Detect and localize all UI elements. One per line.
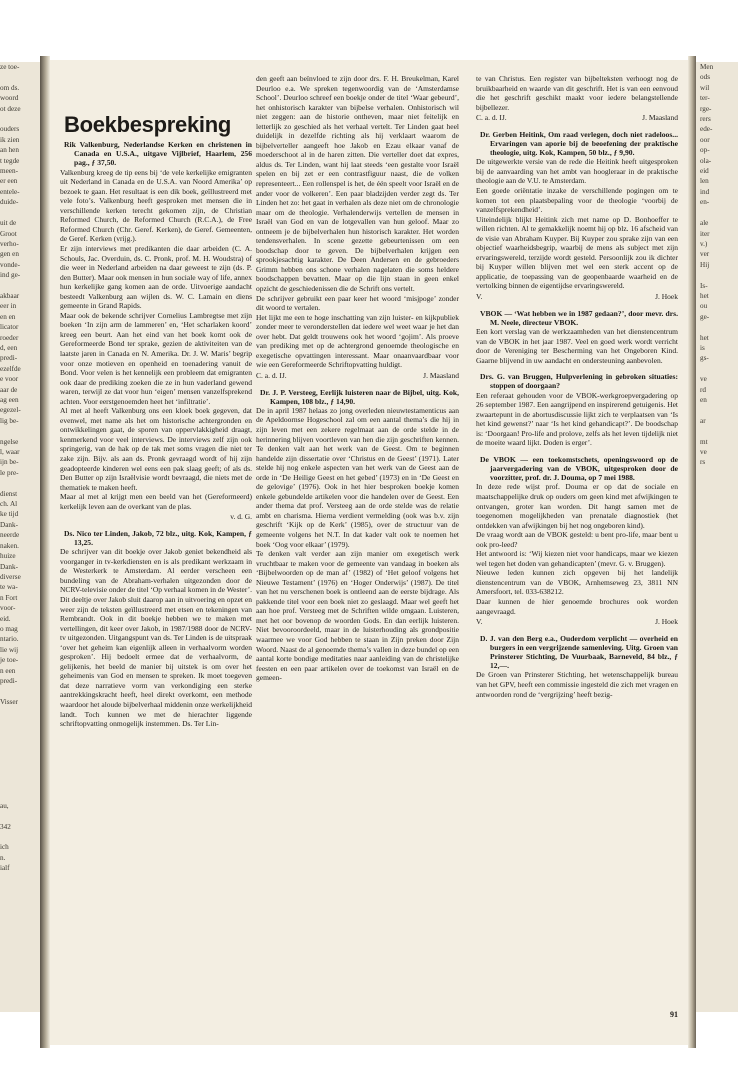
previous-page-text-fragment: Visser <box>0 697 18 706</box>
review-valkenburg <box>60 140 252 522</box>
previous-page-text-fragment <box>0 780 40 790</box>
previous-page-text-fragment: egezel- <box>0 406 21 415</box>
binding-shadow-right <box>688 56 696 1048</box>
previous-page-text-fragment: Dank- <box>0 520 18 529</box>
previous-page-text-fragment <box>0 707 40 717</box>
signature-right: J. Maasland <box>642 113 678 123</box>
previous-page-text-fragment: entele- <box>0 187 20 196</box>
previous-page-text-fragment: Dank- <box>0 562 18 571</box>
previous-page-edge <box>0 62 40 1012</box>
column-3 <box>476 74 678 699</box>
review-ter-linden <box>60 529 252 729</box>
review-paragraph: Daar kunnen de hier genoemde brochures ook worden aangevraagd. <box>476 597 678 616</box>
review-paragraph: Al met al heeft Valkenburg ons een kloek boek gegeven, dat evenwel, met name als het om historische achtergronden en ontwikkelingen gaat, de sporen van oppervlakkigheid draagt, kenmerkend voor veel interviews. De interviews zelf zijn ook springerig, van de hak op de tak met soms vragen die niet ter zake zijn. Bijv. als aan ds. Pronk gevraagd wordt of hij zijn geadopteerde kinderen wel eens een pak slaag geeft; of als ds. Den Butter op zijn Israëlvisie wordt bevraagd, die niets met de thematiek te maken heeft. <box>60 406 252 492</box>
review-header: Ds. Nico ter Linden, Jakob, 72 blz., uitg. Kok, Kampen, ƒ 13,25. <box>64 528 252 548</box>
next-page-text-fragment: rers <box>700 115 711 124</box>
previous-page-text-fragment <box>0 478 40 488</box>
next-page-text-fragment: ede- <box>700 125 713 134</box>
previous-page-text-fragment: duide- <box>0 198 19 207</box>
previous-page-text-fragment: neerde <box>0 531 20 540</box>
review-vbok-toekomst <box>476 455 678 627</box>
review-paragraph: Een goede oriëntatie inzake de verschillende pogingen om te komen tot een plaatsbepaling voor de theologie ‘voorbij de vanzelfsprekendheid’. <box>476 185 678 215</box>
previous-page-text-fragment: licator <box>0 323 19 332</box>
next-page-text-fragment: ale <box>700 219 709 228</box>
review-header: Dr. Gerben Heitink, Om raad verlegen, doch niet radeloos... Ervaringen van aporie bij de beoefening der praktische theologie, uitg. Kok, Kampen, 50 blz., ƒ 9,90. <box>480 129 678 158</box>
previous-page-text-fragment: eer in <box>0 302 17 311</box>
review-versteeg <box>256 388 459 683</box>
review-paragraph: Nieuwe leden kunnen zich opgeven bij het landelijk dienstencentrum van de VBOK, Arnhemseweg 23, 3811 NN Amersfoort, tel. 033-638212. <box>476 568 678 597</box>
next-page-text-fragment: v.) <box>700 239 708 248</box>
next-page-text-fragment: op- <box>700 146 710 155</box>
previous-page-text-fragment: ich <box>0 843 9 852</box>
next-page-text-fragment: ve <box>700 375 707 384</box>
previous-page-text-fragment: woord <box>0 94 19 103</box>
review-paragraph: Een kort verslag van de werkzaamheden van het dienstencentrum van de VBOK in het jaar 1987. Veel en goed werk wordt verricht door de Vereniging ter Bescherming van het Ongeboren Kind. Gaarne blijvend in uw aandacht en ondersteuning aanbevolen. <box>476 326 678 365</box>
next-page-text-fragment: iter <box>700 229 710 238</box>
previous-page-text-fragment: predi- <box>0 354 18 363</box>
previous-page-text-fragment: t tegde <box>0 156 20 165</box>
previous-page-text-fragment: Groot <box>0 229 17 238</box>
previous-page-text-fragment: vonde- <box>0 260 20 269</box>
previous-page-text-fragment <box>0 759 40 769</box>
next-page-text-fragment: en <box>700 396 707 404</box>
previous-page-text-fragment: voor- <box>0 604 16 613</box>
previous-page-text-fragment <box>0 738 40 748</box>
next-page-text-fragment: oor <box>700 135 710 144</box>
previous-page-text-fragment: akbaar <box>0 291 20 300</box>
previous-page-text-fragment: om ds. <box>0 83 20 92</box>
previous-page-text-fragment: n. <box>0 853 6 862</box>
previous-page-text-fragment: n Fort <box>0 593 18 602</box>
review-heitink <box>476 130 678 302</box>
next-page-text-fragment: het <box>700 333 709 342</box>
review-header: VBOK — ‘Wat hebben we in 1987 gedaan?’, door mevr. drs. M. Neele, directeur VBOK. <box>480 308 678 327</box>
previous-page-text-fragment: l, waar <box>0 448 20 457</box>
review-header: Dr. J. P. Versteeg, Eerlijk luisteren naar de Bijbel, uitg. Kok, Kampen, 108 blz., ƒ 14,90. <box>260 387 459 406</box>
previous-page-text-fragment: eid. <box>0 614 11 623</box>
previous-page-text-fragment: n een <box>0 666 16 675</box>
column-1 <box>60 74 252 729</box>
review-paragraph: In deze rede wijst prof. Douma er op dat de sociale en maatschappelijke druk op ouders om geen kind met afwijkingen te ontvangen, groter kan worden. Dit hangt samen met de toegenomen mogelijkheden van prenatale diagnostiek (het ontdekken van afwijkingen bij het nog ongeboren kind). <box>476 482 678 530</box>
review-header: D. J. van den Berg e.a., Ouderdom verplicht — overheid en burgers in een vergrijzende samenleving. Uitg. Groen van Prinsterer Stichting, De Vuurbaak, Barneveld, 84 blz., ƒ 12,—. <box>480 633 678 671</box>
signature <box>476 113 678 123</box>
previous-page-text-fragment: aar de <box>0 385 18 394</box>
next-page-text-fragment: len <box>700 177 709 186</box>
review-vbok-1987 <box>476 309 678 366</box>
previous-page-text-fragment: e voor <box>0 375 19 384</box>
review-van-den-berg <box>476 634 678 699</box>
next-page-text-fragment: Is- <box>700 281 708 290</box>
previous-page-text-fragment: ind ge- <box>0 271 21 280</box>
column-2 <box>256 74 459 683</box>
previous-page-text-fragment <box>0 718 40 728</box>
previous-page-text-fragment: ag een <box>0 396 19 404</box>
review-paragraph: De schrijver van dit boekje over Jakob geniet bekendheid als voorganger in tv-kerkdiensten en is als predikant werkzaam in de Westerkerk te Amsterdam. Al eerder verscheen een bundeling van de Abraham-verhalen uitgezonden door de NCRV-televisie onder de titel ‘Op verhaal komen in de Wester’. Dit deeltje over Jakob sluit daarop aan in uitvoering en opzet en weer zijn de teksten geïllustreerd met etsen en tekeningen van Rembrandt. Ook in dit boekje hebben we te maken met vertellingen, dit keer over Jakob, in 1987/1988 door de NCRV-tv uitgezonden. Uitgangspunt van ds. Ter Linden is de uitspraak ‘over het geheim kan eigenlijk alleen in verhaalvorm worden gesproken’. Hij bedoelt ermee dat de verhaalvorm, de gelijkenis, het beeld de manier bij uitstek is om over het geheimenis van God en mensen te spreken. Ik moet toegeven dat deze narratieve vorm van verkondiging een sterke aantrekkingskracht heeft, heel direkt overkomt, een methode waardoor het aloude bijbelverhaal middenin onze werkelijkheid landt. Toch kunnen we met de hierachter liggende schriftopvatting onmogelijk instemmen. Ds. Ter Lin- <box>60 547 252 729</box>
previous-page-text-fragment <box>0 770 40 780</box>
review-paragraph: De uitgewerkte versie van de rede die Heitink heeft uitgesproken bij de aanvaarding van het ambt van hoogleraar in de praktische theologie aan de V.U. te Amsterdam. <box>476 157 678 186</box>
previous-page-text-fragment: ialf <box>0 864 10 873</box>
next-page-text-fragment: wil <box>700 83 710 92</box>
previous-page-text-fragment: te wa- <box>0 583 18 592</box>
previous-page-text-fragment: an hen <box>0 146 19 155</box>
review-paragraph: Uiteindelijk blijkt Heitink zich met name op D. Bonhoeffer te willen richten. Al te gemakkelijk noemt hij op blz. 16 afscheid van de visie van Abraham Kuyper. Bij Kuyper zou sprake zijn van een objectief waarheidsbegrip, waarbij de mens als subject met zijn ervaringswereld, terzijde wordt gesteld. Persoonlijk zou ik dichter bij Kuyper willen blijven met wel een sterk accent op de applicatie, de toepassing van de geopenbaarde waarheid en de vertolking binnen de eigentijdse ervaringswereld. <box>476 214 678 291</box>
review-paragraph: Maar ook de bekende schrijver Cornelius Lambregtse met zijn boeken ‘In zijn arm de lammeren’ en, ‘Het scharlaken koord’ kreeg een beurt. Aan het eind van het boek komt ook de Gereformeerde Bond ter sprake, gezien de aktiviteiten van de laatste jaren in Canada en N. Amerika. Dr. J. W. Maris’ begrip voor onze motieven en openheid en toenadering vanuit de Bond. Voor velen is het kennelijk een probleem dat emigranten ook daar de prediking zoeken die ze in hun vaderland gewend waren, terwijl ze dat voor hun ‘eigen’ mensen vanzelfsprekend achten. Voor eerstgenoemden heet het ‘infiltratie’. <box>60 310 252 406</box>
section-heading: Boekbespreking <box>64 112 231 137</box>
previous-page-text-fragment: au, <box>0 801 9 810</box>
next-page-text-fragment: ter- <box>700 94 710 103</box>
previous-page-text-fragment: ze toe- <box>0 63 20 71</box>
review-paragraph: den geeft aan beïnvloed te zijn door drs. F. H. Breukelman, Karel Deurloo e.a. We spreken tegenwoordig van de ‘Amsterdamse School’. Deurloo schreef een boekje onder de titel ‘Waar gebeurd’, het onhistorisch karakter van bijbelse verhalen. Onhistorisch wil niet zeggen: aan de historie ontheven, maar niet feitelijk en letterlijk zo geschied als het verhaal vertelt. Ter Linden gaat heel duidelijk in dezelfde richting als hij verklaart waarom de bijbelverteller aangeeft hoe Jakob en Ezau elkaar vanaf de moederschoot al in de haren zitten. Die verteller doet dat expres, aldus ds. Ter Linden, want hij laat steeds ‘een gestalte voor Israël spelen en bij zet er een contrastfiguur naast, die de volken representeert... Een rollenspel is het, de één speelt voor Israël en de ander voor de volkeren’. Een paar bladzijden verder zegt ds. Ter Linden het zo: het gaat in verhalen als deze niet om de chronologie maar om de theologie. Verhalenderwijs vertellen de mensen in Israël van God en van de lotgevallen van hun geloof. Maar zo ontneem je de bijbelverhalen hun historisch karakter. Het worden tendensverhalen. In scene gezette gebeurtenissen om een boodschap door te geven. De bijbelverhalen krijgen een sprookjesachtig karakter. De Deen Andersen en de gebroeders Grimm hebben ons schone verhalen nagelaten die soms heldere boodschappen bevatten. Maar op die lijn staan in geen enkel opzicht de geschiedenissen die de Schrift ons vertelt. <box>256 74 459 294</box>
review-paragraph: Er zijn interviews met predikanten die daar arbeiden (C. A. Schouls, Jac. Overduin, ds. C. Pronk, prof. M. H. Woudstra) of die weer in Nederland arbeiden na daar geweest te zijn (ds. P. den Butter). Maar ook mensen in hun sociale way of life, annex hun kerkelijke gang komen aan de orde. Uitvoerige aandacht besteedt Valkenburg aan wijlen ds. W. C. Lamain en diens gemeente in Grand Rapids. <box>60 243 252 311</box>
next-page-text-fragment: gs- <box>700 354 709 363</box>
previous-page-text-fragment: 342 <box>0 822 11 831</box>
review-header: Drs. G. van Bruggen, Hulpverlening in gebroken situaties: stoppen of doorgaan? <box>480 372 678 391</box>
next-page-text-fragment: ver <box>700 250 710 259</box>
previous-page-text-fragment <box>0 208 40 218</box>
review-paragraph: De in april 1987 helaas zo jong overleden nieuwtestamenticus aan de Apeldoornse Hogeschool zal om een aantal thema’s die hij in zijn leven met een zekere regelmaat aan de orde stelde in de herinnering blijven voortleven van hen die zijn geschriften kennen. Te denken valt aan het werk van de Geest. Om te beginnen handelde zijn dissertatie over ‘Christus en de Geest’ (1971). Later stelde hij nog enkele aspecten van het werk van de Geest aan de orde in ‘De Heilige Geest en het gebed’ (1973) en in ‘De Geest en de gelovige’ (1976). Ook in het hier besproken boekje komen enkele gebundelde artikelen voor die handelen over de Geest. Een ander thema dat prof. Versteeg aan de orde stelde was de relatie ambt en charisma. Hierna verdient vermelding (ook was b.v. zijn geschrift ‘Kijk op de Kerk’ (1985), over de structuur van de gemeente volgens het N.T. In dat kader valt ook te noemen het boek ‘Oog voor elkaar’ (1979). <box>256 405 459 549</box>
signature <box>476 617 678 627</box>
previous-page-text-fragment: huize <box>0 552 16 561</box>
previous-page-text-fragment: meen- <box>0 167 18 176</box>
previous-page-text-fragment <box>0 832 40 842</box>
previous-page-text-fragment: ntario. <box>0 635 19 644</box>
next-page-text-fragment: rge- <box>700 104 712 113</box>
binding-shadow-left <box>40 56 50 1048</box>
review-van-bruggen <box>476 372 678 448</box>
page-number: 91 <box>670 1010 678 1019</box>
previous-page-text-fragment: ijn be- <box>0 458 19 467</box>
previous-page-text-fragment: en en <box>0 312 16 321</box>
previous-page-text-fragment <box>0 72 40 82</box>
signature <box>476 292 678 302</box>
next-page-text-fragment: ve <box>700 448 707 457</box>
previous-page-text-fragment: ik zien <box>0 135 20 144</box>
previous-page-text-fragment: ouders <box>0 125 20 134</box>
review-paragraph: Een referaat gehouden voor de VBOK-werkgroepvergadering op 26 september 1987. Een aangrijpend en inspirerend getuigenis. Het zwaartepunt in de abortusdiscussie lijkt zich te verplaatsen van ‘Is het kind gewenst?’ naar ‘Is het kind gehandicapt?’. De boodschap is: ‘Doorgaan! Pro-life and prolove, zelfs als het leven tijdelijk niet de moeite waard lijkt. Doden is erger’. <box>476 390 678 448</box>
previous-page-text-fragment: le pre- <box>0 468 19 477</box>
review-paragraph: te van Christus. Een register van bijbelteksten verhoogt nog de bruikbaarheid en waarde van dit geschrift. Het is van een eenvoud die het geschrift geschikt maakt voor iedere belangstellende bijbellezer. <box>476 74 678 112</box>
previous-page-text-fragment: lie wij <box>0 645 19 654</box>
previous-page-text-fragment: d, een <box>0 343 18 352</box>
next-page-text-fragment: mt <box>700 437 708 446</box>
review-header: Rik Valkenburg, Nederlandse Kerken en christenen in Canada en U.S.A., uitgave Vijlbrief, Haarlem, 256 pag., ƒ 37,50. <box>64 140 252 168</box>
next-page-text-fragment: eid <box>700 167 709 176</box>
previous-page-text-fragment: gen en <box>0 250 19 259</box>
next-page-text-fragment: Hij <box>700 260 710 269</box>
previous-page-text-fragment <box>0 811 40 821</box>
previous-page-text-fragment: uit de <box>0 219 17 228</box>
review-paragraph: Het antwoord is: ‘Wij kiezen niet voor handicaps, maar we kiezen wel tegen het doden van gehandicapten’ (mevr. G. v. Bruggen). <box>476 549 678 568</box>
signature <box>60 512 252 522</box>
previous-page-text-fragment: ezelfde <box>0 364 21 373</box>
next-page-text-fragment: rs <box>700 458 706 467</box>
signature-left: C. a. d. IJ. <box>256 370 287 380</box>
previous-page-text-fragment: ke tijd <box>0 510 19 519</box>
next-page-text-fragment: Men <box>700 63 714 71</box>
signature-left: C. a. d. IJ. <box>476 113 507 123</box>
review-paragraph: De schrijver gebruikt een paar keer het woord ‘misjpoge’ zonder dit woord te vertalen. <box>256 293 459 313</box>
signature-right: v. d. G. <box>230 512 252 522</box>
next-page-text-fragment: ola- <box>700 156 712 165</box>
previous-page-text-fragment: o mag <box>0 624 18 633</box>
review-header: De VBOK — een toekomstschets, openingswoord op de jaarvergadering van de VBOK, uitgesproken door de voorzitter, prof. dr. J. Douma, op 7 mei 1988. <box>480 454 678 483</box>
review-paragraph: Het lijkt me een te hoge inschatting van zijn luister- en kijkpubliek zonder meer te veronderstellen dat iedere wel weet waar je het dan over hebt. Dat geldt trouwens ook het woord ‘gojim’. Als proeve van prediking met op de achtergrond genoemde theologische en exegetische opvattingen interessant. Maar onaanvaardbaar voor wie een Gereformeerde Schriftopvatting huldigt. <box>256 312 459 370</box>
previous-page-text-fragment: lig be- <box>0 416 19 425</box>
previous-page-text-fragment <box>0 790 40 800</box>
previous-page-text-fragment <box>0 114 40 124</box>
previous-page-text-fragment: verho- <box>0 239 19 248</box>
review-paragraph: Valkenburg kreeg de tip eens bij ‘de vele kerkelijke emigranten uit Nederland in Canada en de U.S.A. van Noord Amerika’ op bezoek te gaan. Het resultaat is een dik boek, geïllustreerd met vele foto’s. Valkenburg heeft gesproken met mensen die in verschillende kerken terecht gekomen zijn, de Christian Reformed Church, de Reformed Church (R.C.A.), de Free Reformed Church (Chr. Geref. Kerken), de Geref. Gemeenten, de Geref. Kerken (vrijg.). <box>60 167 252 244</box>
review-paragraph: Te denken valt verder aan zijn manier om exegetisch werk vruchtbaar te maken voor de gemeente van vandaag in boeken als ‘Bijbelwoorden op de man af’ (1982) of ‘Het geloof volgens het Nieuwe Testament’ (1976) en ‘Hoger Onderwijs’ (1987). De titel van het nu verschenen boek is ontleend aan de eerste bijdrage. Als pakkende titel voor een boek niet zo geslaagd. Maar wel geeft het aan hoe prof. Versteeg met de Schriften wilde omgaan. Luisteren, met het oor bovenop de woorden Gods. En dan eerlijk luisteren. Niet bevooroordeeld, maar in de luisterhouding als grondpositie waarmee we voor God hebben te staan in Zijn preken door Zijn Woord. Naast de al genoemde thema’s vallen in deze bundel op een aantal korte bondige meditaties naar aanleiding van de christelijke feesten en een paar artikelen over de toekomst van Israël en de gemeen- <box>256 549 459 683</box>
next-page-text-fragment: rd <box>700 385 706 394</box>
signature <box>256 371 459 381</box>
previous-page-text-fragment: je toe- <box>0 656 19 665</box>
previous-page-text-fragment: dienst <box>0 489 18 498</box>
signature-left: V. <box>476 617 483 627</box>
review-paragraph: De vraag wordt aan de VBOK gesteld: u bent pro-life, maar bent u ook pro-leed? <box>476 530 678 549</box>
signature-right: J. Hoek <box>655 617 678 627</box>
next-page-text-fragment: is <box>700 343 705 352</box>
signature-right: J. Maasland <box>423 370 459 380</box>
previous-page-text-fragment <box>0 749 40 759</box>
next-page-text-fragment: ou <box>700 302 708 311</box>
previous-page-text-fragment <box>0 728 40 738</box>
next-page-text-fragment: ge- <box>700 312 710 321</box>
previous-page-text-fragment <box>0 686 40 696</box>
next-page-text-fragment: ind <box>700 187 710 196</box>
previous-page-text-fragment: ch. Al <box>0 500 18 509</box>
review-paragraph: De Groen van Prinsterer Stichting, het wetenschappelijk bureau van het GPV, heeft een commissie ingesteld die zich met vragen en antwoorden rond de ‘vergrijzing’ heeft bezig- <box>476 670 678 699</box>
next-page-text-fragment: ods <box>700 73 710 82</box>
next-page-text-fragment: ar <box>700 416 706 425</box>
previous-page-text-fragment: er een <box>0 177 18 186</box>
previous-page-text-fragment: ot deze <box>0 104 21 113</box>
previous-page-text-fragment <box>0 281 40 291</box>
previous-page-text-fragment: ngelse <box>0 437 19 446</box>
previous-page-text-fragment: predi- <box>0 676 18 685</box>
signature-right: J. Hoek <box>655 292 678 301</box>
previous-page-text-fragment: diverse <box>0 572 21 581</box>
review-paragraph: Maar al met al krijgt men een beeld van het (Gereformeerd) kerkelijk leven aan de overkant van de plas. <box>60 492 252 511</box>
previous-page-text-fragment <box>0 426 40 436</box>
next-page-text-fragment: het <box>700 291 709 300</box>
previous-page-text-fragment: roeder <box>0 333 19 342</box>
previous-page-text-fragment: naken. <box>0 541 19 550</box>
next-page-text-fragment: en- <box>700 198 710 207</box>
signature-left: V. <box>476 292 483 301</box>
